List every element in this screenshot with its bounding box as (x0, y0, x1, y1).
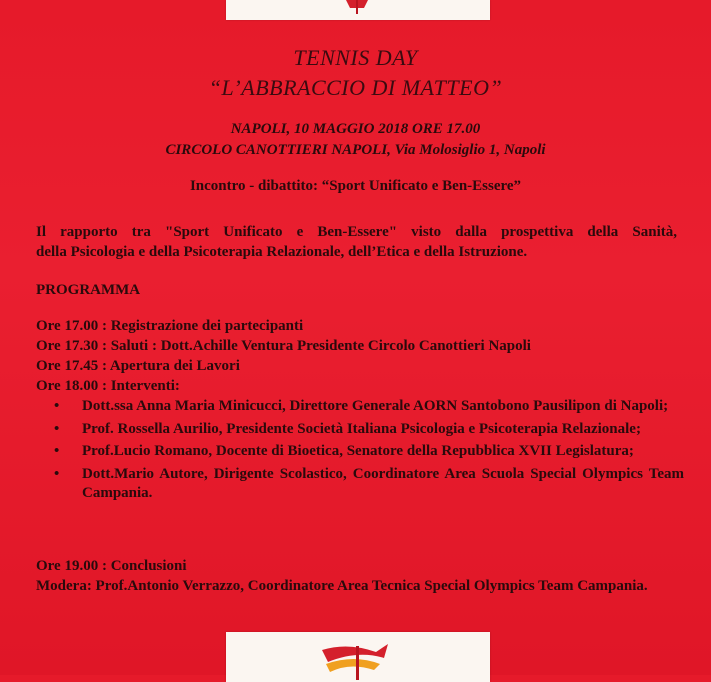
program-item: Ore 17.00 : Registrazione dei partecipanti (36, 318, 304, 334)
intro-paragraph (36, 222, 677, 262)
program-item: Ore 17.45 : Apertura dei Lavori (36, 358, 240, 374)
speaker-item: • Dott.Mario Autore, Dirigente Scolastico, Coordinatore Area Scuola Special Olympics Team Campania. (54, 465, 684, 504)
top-logo-panel (226, 0, 490, 20)
conclusioni-line: Ore 19.00 : Conclusioni (36, 558, 187, 574)
speakers-list (54, 397, 684, 507)
flag-logo-icon (344, 0, 370, 14)
speaker-item: • Dott.ssa Anna Maria Minicucci, Direttore Generale AORN Santobono Pausilipon di Napoli; (54, 397, 684, 417)
speaker-item: • Prof.Lucio Romano, Docente di Bioetica, Senatore della Repubblica XVII Legislatura; (54, 442, 684, 462)
event-date-line: NAPOLI, 10 MAGGIO 2018 ORE 17.00 (230, 121, 481, 137)
program-item: Ore 17.30 : Saluti : Dott.Achille Ventura Presidente Circolo Canottieri Napoli (36, 338, 531, 354)
program-item: Ore 18.00 : Interventi: (36, 378, 180, 394)
intro-line-1: Il rapporto tra "Sport Unificato e Ben-Essere" visto dalla prospettiva della Sanità, (36, 224, 677, 240)
incontro-heading: Incontro - dibattito: “Sport Unificato e Ben-Essere” (189, 178, 522, 194)
programma-heading: PROGRAMMA (36, 282, 141, 298)
event-venue-line: CIRCOLO CANOTTIERI NAPOLI, Via Molosiglio 1, Napoli (165, 142, 546, 158)
event-title: TENNIS DAY (293, 45, 418, 70)
modera-line: Modera: Prof.Antonio Verrazzo, Coordinatore Area Tecnica Special Olympics Team Campania. (36, 578, 648, 594)
event-subtitle: “L’ABBRACCIO DI MATTEO” (208, 75, 503, 100)
flag-logo-icon (318, 640, 398, 680)
speaker-item: • Prof. Rossella Aurilio, Presidente Società Italiana Psicologia e Psicoterapia Relazionale; (54, 420, 684, 440)
intro-line-2: della Psicologia e della Psicoterapia Relazionale, dell’Etica e della Istruzione. (36, 244, 528, 260)
